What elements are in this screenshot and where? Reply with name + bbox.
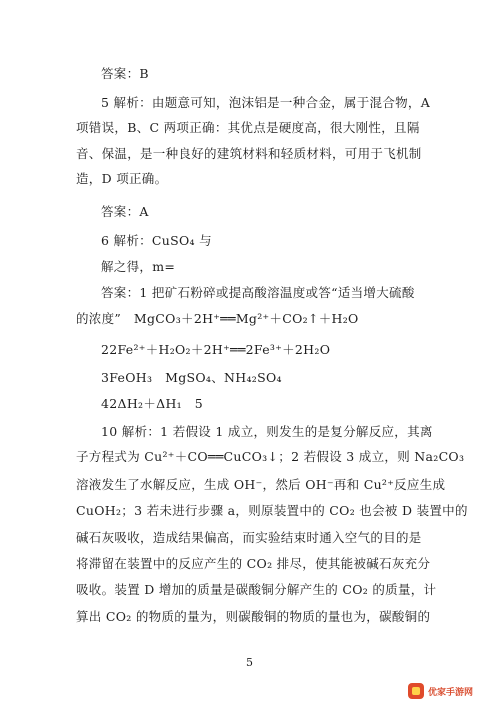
explanation-10-line-2: 子方程式为 Cu²⁺＋CO══CuCO₃↓；2 若假设 3 成立，则 Na₂CO₃ — [76, 449, 465, 464]
enthalpy-line: 42ΔH₂＋ΔH₁ 5 — [101, 396, 204, 411]
formula-line: 3FeOH₃ MgSO₄、NH₄₂SO₄ — [101, 370, 282, 385]
explanation-5-line-1: 5 解析：由题意可知，泡沫铝是一种合金，属于混合物，A — [101, 95, 431, 110]
explanation-5-line-2: 项错误，B、C 两项正确：其优点是硬度高，很大刚性，且隔 — [76, 120, 420, 135]
watermark-logo-icon — [408, 683, 424, 699]
page-number: 5 — [246, 656, 253, 669]
answer-line-4: 答案：B — [101, 66, 149, 81]
explanation-6-line-1: 6 解析：CuSO₄ 与 — [101, 233, 212, 248]
explanation-10-line-5: 碱石灰吸收，造成结果偏高，而实验结束时通入空气的目的是 — [76, 530, 422, 545]
answer-7-line-1: 答案：1 把矿石粉碎或提高酸溶温度或答“适当增大硫酸 — [101, 285, 415, 300]
watermark — [408, 682, 492, 700]
explanation-5-line-4: 造，D 项正确。 — [76, 171, 168, 186]
explanation-10-line-6: 将滞留在装置中的反应产生的 CO₂ 排尽，使其能被碱石灰充分 — [76, 556, 431, 571]
answer-line-5: 答案：A — [101, 204, 149, 219]
answer-7-line-2: 的浓度” MgCO₃＋2H⁺══Mg²⁺＋CO₂↑＋H₂O — [76, 311, 359, 326]
explanation-10-line-8: 算出 CO₂ 的物质的量为，则碳酸铜的物质的量也为，碳酸铜的 — [76, 609, 431, 624]
explanation-6-line-2: 解之得，m= — [101, 259, 176, 274]
explanation-10-line-1: 10 解析：1 若假设 1 成立，则发生的是复分解反应，其离 — [101, 424, 433, 439]
equation-line-1: 22Fe²⁺＋H₂O₂＋2H⁺══2Fe³⁺＋2H₂O — [101, 342, 331, 357]
explanation-5-line-3: 音、保温，是一种良好的建筑材料和轻质材料，可用于飞机制 — [76, 146, 422, 161]
explanation-10-line-3: 溶液发生了水解反应，生成 OH⁻，然后 OH⁻再和 Cu²⁺反应生成 — [76, 477, 446, 492]
watermark-text: 优家手游网 — [428, 687, 474, 698]
explanation-10-line-4: CuOH₂；3 若未进行步骤 a，则原装置中的 CO₂ 也会被 D 装置中的 — [76, 503, 468, 518]
explanation-10-line-7: 吸收。装置 D 增加的质量是碳酸铜分解产生的 CO₂ 的质量，计 — [76, 582, 437, 597]
